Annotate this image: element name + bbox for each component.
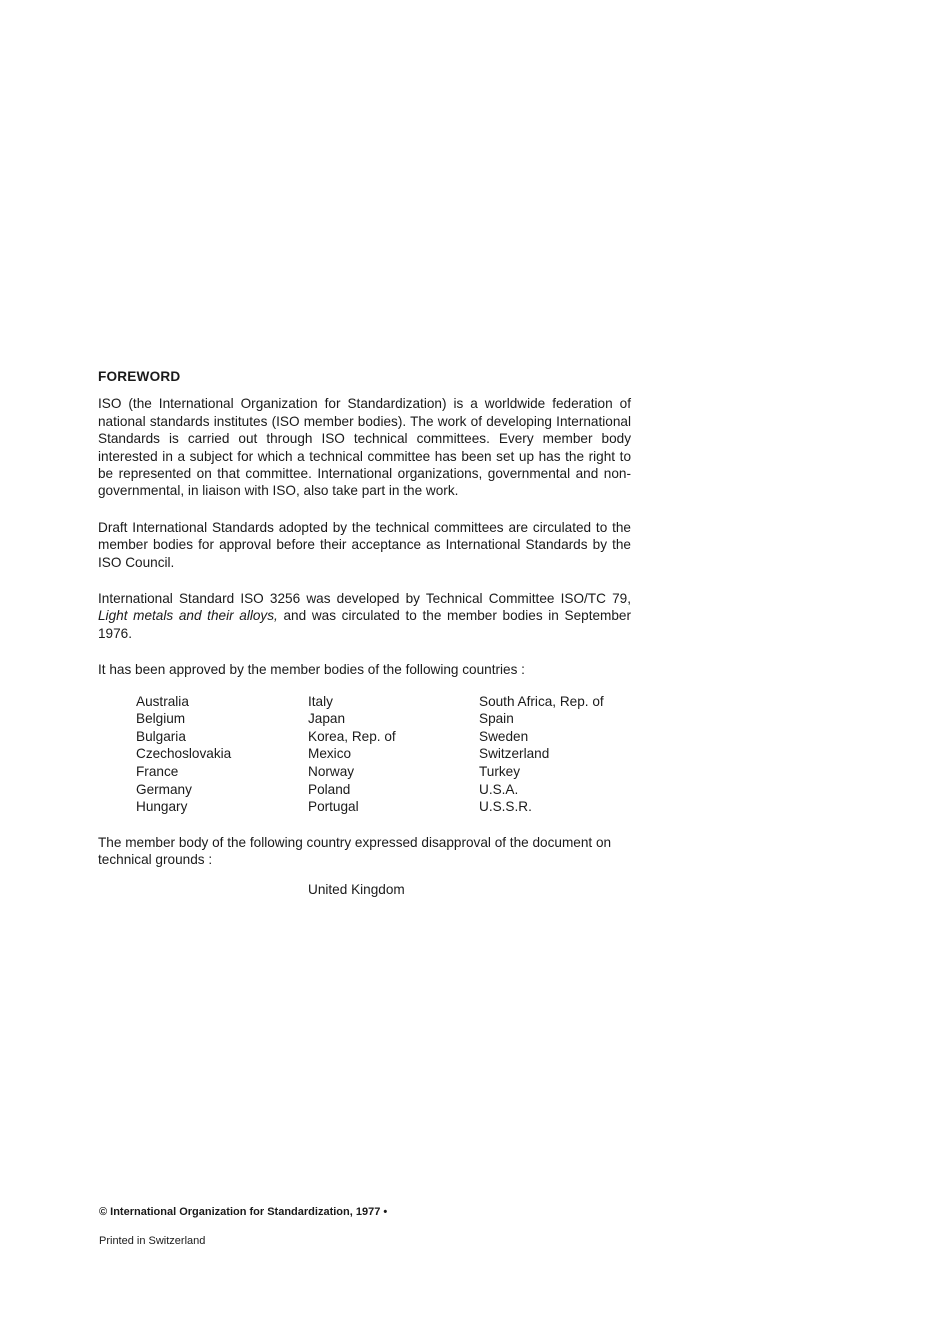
country-item: Poland	[308, 781, 351, 797]
country-item: Korea, Rep. of	[308, 728, 396, 744]
countries-column-3	[479, 693, 639, 816]
country-item: Hungary	[136, 799, 188, 815]
country-item: U.S.S.R.	[479, 799, 532, 815]
foreword-heading: FOREWORD	[98, 369, 181, 384]
country-item: Czechoslovakia	[136, 746, 232, 762]
foreword-paragraph-3	[98, 590, 631, 642]
country-item: Belgium	[136, 711, 186, 727]
foreword-paragraph-5: The member body of the following country expressed disapproval of the document on technical grounds :	[98, 834, 612, 868]
country-item: Mexico	[308, 746, 352, 762]
paragraph-3-text-before: International Standard ISO 3256 was developed by Technical Committee ISO/TC 79,	[98, 591, 631, 607]
countries-column-2	[308, 693, 479, 816]
approving-countries-list	[136, 693, 631, 816]
country-item: Italy	[308, 693, 333, 709]
countries-column-1	[136, 693, 308, 816]
foreword-paragraph-1: ISO (the International Organization for Standardization) is a worldwide federation of national standards institutes (ISO member bodies). The work of developing International Standards is carried out through ISO technical committees. Every member body interested in a subject for which a technical committee has been set up has the right to be represented on that committee. International organizations, governmental and non-governmental, in liaison with ISO, also take part in the work.	[98, 396, 631, 499]
paragraph-3-text-after: and was circulated to the member bodies in September 1976.	[98, 608, 632, 641]
foreword-section	[98, 368, 631, 898]
country-item: Australia	[136, 693, 189, 709]
foreword-paragraph-2: Draft International Standards adopted by the technical committees are circulated to the member bodies for approval before their acceptance as International Standards by the ISO Council.	[98, 519, 631, 570]
country-item: Portugal	[308, 799, 359, 815]
country-item: Bulgaria	[136, 728, 186, 744]
country-item: U.S.A.	[479, 781, 519, 797]
foreword-paragraph-4: It has been approved by the member bodies of the following countries :	[98, 662, 525, 678]
committee-title-italic: Light metals and their alloys,	[98, 608, 278, 624]
country-item: South Africa, Rep. of	[479, 693, 604, 709]
copyright-notice: © International Organization for Standardization, 1977 •	[99, 1206, 388, 1218]
country-item: Turkey	[479, 764, 521, 780]
country-item: Spain	[479, 711, 514, 727]
country-item: Japan	[308, 711, 346, 727]
country-item: France	[136, 764, 179, 780]
country-item: Sweden	[479, 728, 529, 744]
country-item: Norway	[308, 764, 355, 780]
country-item: Germany	[136, 781, 192, 797]
country-item: Switzerland	[479, 746, 550, 762]
disapproving-country: United Kingdom	[308, 881, 405, 897]
printed-in-notice: Printed in Switzerland	[99, 1235, 206, 1247]
